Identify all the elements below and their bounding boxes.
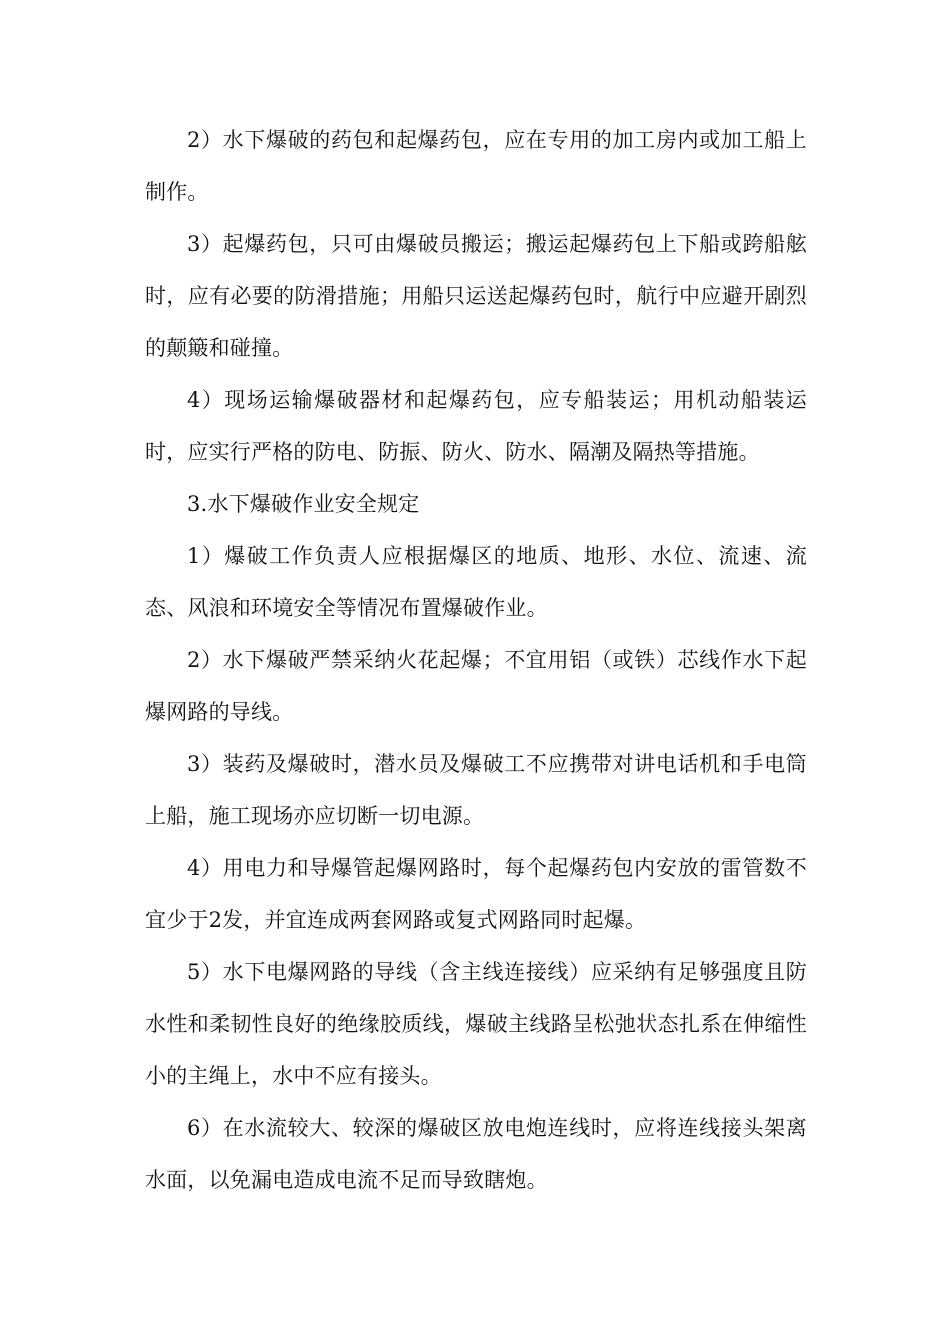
section-paragraph-6: 6）在水流较大、较深的爆破区放电炮连线时，应将连线接头架离水面，以免漏电造成电流不足而导致瞎炮。 <box>145 1116 807 1192</box>
section-paragraph-2: 2）水下爆破严禁采纳火花起爆；不宜用铝（或铁）芯线作水下起爆网路的导线。 <box>145 648 807 724</box>
paragraph-2: 2）水下爆破的药包和起爆药包，应在专用的加工房内或加工船上制作。 <box>145 128 807 204</box>
paragraph-4: 4）现场运输爆破器材和起爆药包，应专船装运；用机动船装运时，应实行严格的防电、防振、防火、防水、隔潮及隔热等措施。 <box>145 388 807 464</box>
section-paragraph-5: 5）水下电爆网路的导线（含主线连接线）应采纳有足够强度且防水性和柔韧性良好的绝缘胶质线，爆破主线路呈松弛状态扎系在伸缩性小的主绳上，水中不应有接头。 <box>145 960 807 1088</box>
section-paragraph-1: 1）爆破工作负责人应根据爆区的地质、地形、水位、流速、流态、风浪和环境安全等情况布置爆破作业。 <box>145 544 807 620</box>
section-paragraph-3: 3）装药及爆破时，潜水员及爆破工不应携带对讲电话机和手电筒上船，施工现场亦应切断一切电源。 <box>145 752 807 828</box>
section-heading: 3.水下爆破作业安全规定 <box>187 492 420 516</box>
paragraph-3: 3）起爆药包，只可由爆破员搬运；搬运起爆药包上下船或跨船舷时，应有必要的防滑措施；用船只运送起爆药包时，航行中应避开剧烈的颠簸和碰撞。 <box>145 232 807 360</box>
document-body <box>145 114 807 1206</box>
section-paragraph-4: 4）用电力和导爆管起爆网路时，每个起爆药包内安放的雷管数不宜少于2发，并宜连成两套网路或复式网路同时起爆。 <box>145 856 807 932</box>
